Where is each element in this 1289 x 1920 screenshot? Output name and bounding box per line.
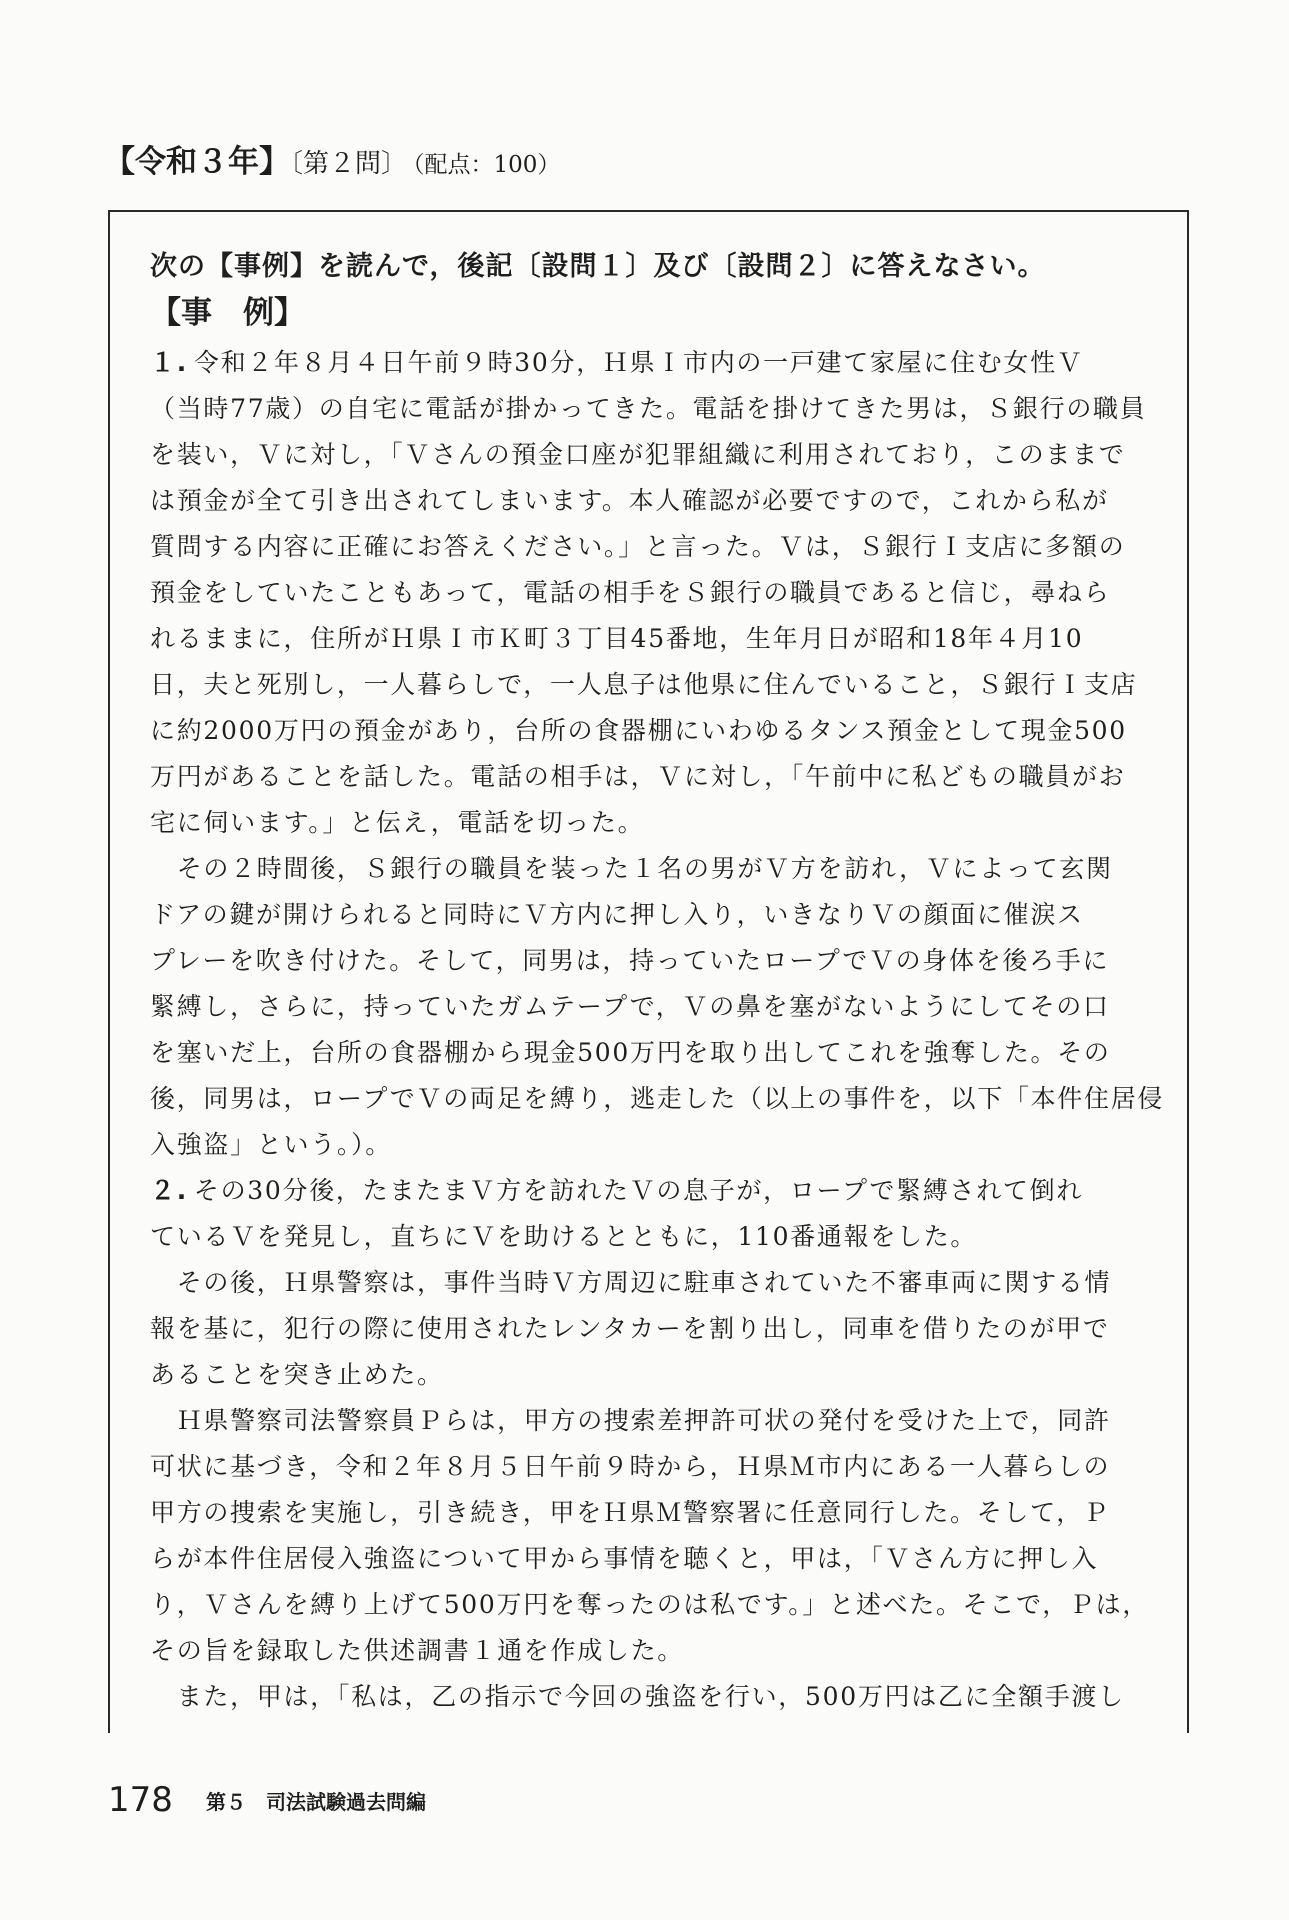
line-text: 令和２年８月４日午前９時30分，Ｈ県Ｉ市内の一戸建て家屋に住む女性Ｖ	[193, 348, 1084, 377]
instruction-text: 次の【事例】を読んで，後記〔設問１〕及び〔設問２〕に答えなさい。	[150, 251, 1046, 282]
text-line	[150, 1444, 1150, 1490]
question-number: 〔第２問〕	[290, 149, 408, 179]
text-line	[150, 1352, 1150, 1398]
text-line	[150, 1168, 1150, 1214]
line-text: らが本件住居侵入強盗について甲から事情を聴くと，甲は，「Ｖさん方に押し入	[150, 1544, 1099, 1573]
text-line	[150, 800, 1150, 846]
text-line	[150, 754, 1150, 800]
line-text: Ｈ県警察司法警察員Ｐらは，甲方の捜索差押許可状の発付を受けた上で，同許	[150, 1406, 1111, 1435]
text-line	[150, 1030, 1150, 1076]
page-heading	[104, 142, 560, 185]
text-line	[150, 984, 1150, 1030]
text-line	[150, 1536, 1150, 1582]
case-body-text	[150, 340, 1165, 1720]
text-line	[150, 1260, 1150, 1306]
text-line	[150, 1122, 1150, 1168]
text-line	[150, 1582, 1150, 1628]
text-line	[150, 524, 1150, 570]
text-line	[150, 1490, 1150, 1536]
line-text: 甲方の捜索を実施し，引き続き，甲をＨ県Ｍ警察署に任意同行した。そして，Ｐ	[150, 1498, 1110, 1527]
line-text: ドアの鍵が開けられると同時にＶ方内に押し入り，いきなりＶの顔面に催涙ス	[150, 900, 1084, 929]
line-text: プレーを吹き付けた。そして，同男は，持っていたロープでＶの身体を後ろ手に	[150, 946, 1110, 975]
line-text: 宅に伺います。」と伝え，電話を切った。	[150, 808, 645, 837]
line-text: その旨を録取した供述調書１通を作成した。	[150, 1636, 685, 1665]
line-text: れるままに，住所がＨ県Ｉ市Ｋ町３丁目45番地，生年月日が昭和18年４月10	[150, 624, 1084, 653]
line-text: 預金をしていたこともあって，電話の相手をＳ銀行の職員であると信じ，尋ねら	[150, 578, 1111, 607]
exam-year: 【令和３年】	[104, 144, 290, 180]
text-line	[150, 570, 1150, 616]
paragraph-number: ２.	[150, 1176, 188, 1205]
text-line	[150, 1306, 1150, 1352]
line-text: 日，夫と死別し，一人暮らしで，一人息子は他県に住んでいること，Ｓ銀行Ｉ支店	[150, 670, 1138, 699]
line-text: り，Ｖさんを縛り上げて500万円を奪ったのは私です。」と述べた。そこで，Ｐは，	[150, 1590, 1150, 1619]
text-line	[150, 1214, 1150, 1260]
line-text: を塞いだ上，台所の食器棚から現金500万円を取り出してこれを強奪した。その	[150, 1038, 1111, 1067]
line-text: 報を基に，犯行の際に使用されたレンタカーを割り出し，同車を借りたのが甲で	[150, 1314, 1110, 1343]
text-line	[150, 432, 1150, 478]
text-line	[150, 478, 1150, 524]
line-text: その30分後，たまたまＶ方を訪れたＶの息子が，ロープで緊縛されて倒れ	[193, 1176, 1084, 1205]
text-line	[150, 708, 1150, 754]
text-line	[150, 1398, 1150, 1444]
points-allocation: （配点：100）	[413, 152, 561, 178]
text-line	[150, 1628, 1150, 1674]
line-text: 後，同男は，ロープでＶの両足を縛り，逃走した（以上の事件を，以下「本件住居侵	[150, 1084, 1165, 1113]
text-line	[150, 846, 1150, 892]
case-section-title: 【事 例】	[150, 295, 305, 331]
line-text: に約2000万円の預金があり，台所の食器棚にいわゆるタンス預金として現金500	[150, 716, 1127, 745]
text-line	[150, 1674, 1150, 1720]
page-number: 178	[108, 1780, 173, 1820]
text-line	[150, 340, 1150, 386]
text-line	[150, 938, 1150, 984]
line-text: その後，Ｈ県警察は，事件当時Ｖ方周辺に駐車されていた不審車両に関する情	[150, 1268, 1112, 1297]
line-text: 万円があることを話した。電話の相手は，Ｖに対し，「午前中に私どもの職員がお	[150, 762, 1126, 791]
line-text: また，甲は，「私は，乙の指示で今回の強盗を行い，500万円は乙に全額手渡し	[150, 1682, 1125, 1711]
paragraph-number: １.	[150, 348, 188, 377]
text-line	[150, 386, 1150, 432]
line-text: は預金が全て引き出されてしまいます。本人確認が必要ですので，これから私が	[150, 486, 1109, 515]
question-box	[108, 210, 1189, 1733]
line-text: ているＶを発見し，直ちにＶを助けるとともに，110番通報をした。	[150, 1222, 978, 1251]
text-line	[150, 662, 1150, 708]
line-text: 可状に基づき，令和２年８月５日午前９時から，Ｈ県Ｍ市内にある一人暮らしの	[150, 1452, 1111, 1481]
line-text: 入強盗」という。）。	[150, 1130, 393, 1159]
page-footer	[108, 1780, 426, 1820]
text-line	[150, 616, 1150, 662]
line-text: を装い，Ｖに対し，「Ｖさんの預金口座が犯罪組織に利用されており，このままで	[150, 440, 1126, 469]
chapter-label: 第５ 司法試験過去問編	[206, 1789, 426, 1814]
line-text: あることを突き止めた。	[150, 1360, 444, 1389]
line-text: 質問する内容に正確にお答えください。」と言った。Ｖは，Ｓ銀行Ｉ支店に多額の	[150, 532, 1126, 561]
line-text: 緊縛し，さらに，持っていたガムテープで，Ｖの鼻を塞がないようにしてその口	[150, 992, 1110, 1021]
line-text: （当時77歳）の自宅に電話が掛かってきた。電話を掛けてきた男は，Ｓ銀行の職員	[150, 394, 1147, 423]
text-line	[150, 1076, 1165, 1122]
line-text: その２時間後，Ｓ銀行の職員を装った１名の男がＶ方を訪れ，Ｖによって玄関	[150, 854, 1113, 883]
text-line	[150, 892, 1150, 938]
